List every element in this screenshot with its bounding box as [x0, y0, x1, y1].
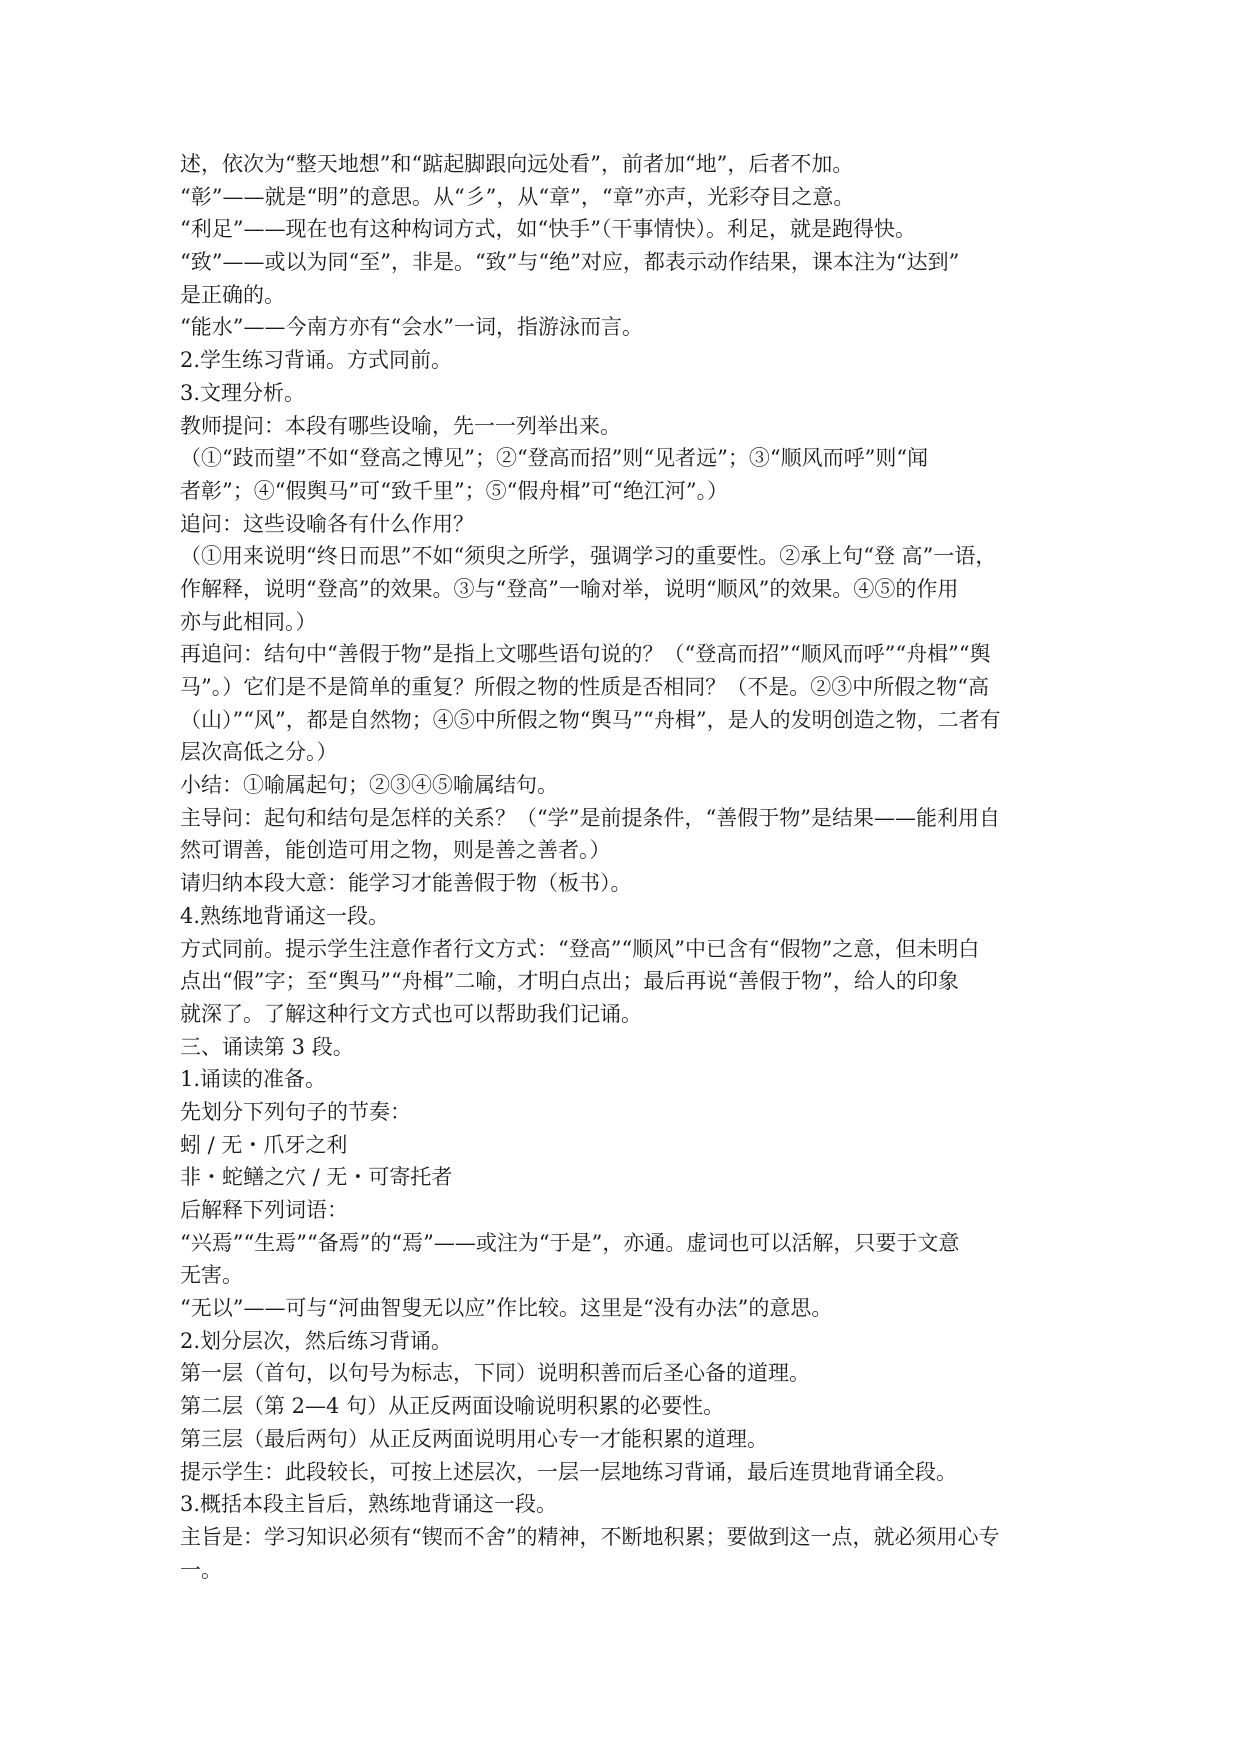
- text-line: 追问：这些设喻各有什么作用？: [180, 511, 474, 536]
- section-heading: 2.学生练习背诵。方式同前。: [180, 348, 453, 373]
- text-line: 层次高低之分。）: [180, 740, 338, 765]
- text-line: 点出“假”字；至“舆马”“舟楫”二喻，才明白点出；最后再说“善假于物”，给人的印象: [180, 969, 959, 994]
- text-line: 是正确的。: [180, 282, 285, 307]
- text-line: 先划分下列句子的节奏：: [180, 1099, 411, 1124]
- text-line: 者彰”；④“假舆马”可“致千里”；⑤“假舟楫”可“绝江河”。）: [180, 478, 729, 503]
- text-line: 教师提问：本段有哪些设喻，先一一列举出来。: [180, 413, 621, 438]
- text-line: （山）”“风”，都是自然物；④⑤中所假之物“舆马”“舟楫”，是人的发明创造之物，二者有: [180, 707, 1001, 732]
- text-line: 请归纳本段大意：能学习才能善假于物（板书）。: [180, 871, 632, 896]
- text-line: 方式同前。提示学生注意作者行文方式：“登高”“顺风”中已含有“假物”之意，但未明白: [180, 936, 980, 961]
- text-line: （①用来说明“终日而思”不如“须臾之所学，强调学习的重要性。②承上句“登 高”一语，: [180, 544, 997, 569]
- section-heading: 4.熟练地背诵这一段。: [180, 903, 390, 928]
- text-line: 蚓 / 无・爪牙之利: [180, 1132, 348, 1157]
- text-line: “致”——或以为同“至”，非是。“致”与“绝”对应，都表示动作结果，课本注为“达到”: [180, 250, 960, 275]
- text-line: 非・蛇鳝之穴 / 无・可寄托者: [180, 1165, 453, 1190]
- text-line: 提示学生：此段较长，可按上述层次，一层一层地练习背诵，最后连贯地背诵全段。: [180, 1459, 957, 1484]
- text-line: 第一层（首句，以句号为标志，下同）说明积善而后圣心备的道理。: [180, 1361, 810, 1386]
- text-line: “能水”——今南方亦有“会水”一词，指游泳而言。: [180, 315, 643, 340]
- section-heading: 1.诵读的准备。: [180, 1067, 327, 1092]
- text-line: 主旨是：学习知识必须有“锲而不舍”的精神，不断地积累；要做到这一点，就必须用心专: [180, 1524, 1000, 1549]
- text-line: 就深了。了解这种行文方式也可以帮助我们记诵。: [180, 1001, 642, 1026]
- section-heading: 2.划分层次，然后练习背诵。: [180, 1328, 453, 1353]
- text-line: 一。: [180, 1557, 222, 1582]
- document-page: [180, 148, 1070, 1586]
- text-line: “无以”——可与“河曲智叟无以应”作比较。这里是“没有办法”的意思。: [180, 1296, 833, 1321]
- text-line: 主导问：起句和结句是怎样的关系？（“学”是前提条件，“善假于物”是结果——能利用自: [180, 805, 1000, 830]
- text-line: 然可谓善，能创造可用之物，则是善之善者。）: [180, 838, 611, 863]
- section-heading: 3.文理分析。: [180, 380, 306, 405]
- text-line: 第二层（第 2—4 句）从正反两面设喻说明积累的必要性。: [180, 1394, 725, 1419]
- section-heading: 三、诵读第 3 段。: [180, 1034, 354, 1059]
- text-line: 无害。: [180, 1263, 243, 1288]
- text-line: 亦与此相同。）: [180, 609, 317, 634]
- text-line: （①“跂而望”不如“登高之博见”；②“登高而招”则“见者远”；③“顺风而呼”则“闻: [180, 446, 929, 471]
- text-line: 第三层（最后两句）从正反两面说明用心专一才能积累的道理。: [180, 1426, 768, 1451]
- section-heading: 3.概括本段主旨后，熟练地背诵这一段。: [180, 1492, 558, 1517]
- text-line: 后解释下列词语：: [180, 1198, 348, 1222]
- text-line: 作解释，说明“登高”的效果。③与“登高”一喻对举，说明“顺风”的效果。④⑤的作用: [180, 576, 959, 601]
- text-line: 再追问：结句中“善假于物”是指上文哪些语句说的？（“登高而招”“顺风而呼”“舟楫”“舆: [180, 642, 991, 667]
- text-line: “利足”——现在也有这种构词方式，如“快手”（干事情快）。利足，就是跑得快。: [180, 217, 916, 242]
- text-line: 马”。）它们是不是简单的重复？所假之物的性质是否相同？（不是。②③中所假之物“高: [180, 675, 989, 699]
- text-line: “彰”——就是“明”的意思。从“彡”，从“章”，“章”亦声，光彩夺目之意。: [180, 184, 855, 209]
- text-line: 述，依次为“整天地想”和“踮起脚跟向远处看”，前者加“地”，后者不加。: [180, 152, 854, 176]
- text-line: 小结：①喻属起句；②③④⑤喻属结句。: [180, 773, 558, 798]
- text-line: “兴焉”“生焉”“备焉”的“焉”——或注为“于是”，亦通。虚词也可以活解，只要于文意: [180, 1230, 960, 1255]
